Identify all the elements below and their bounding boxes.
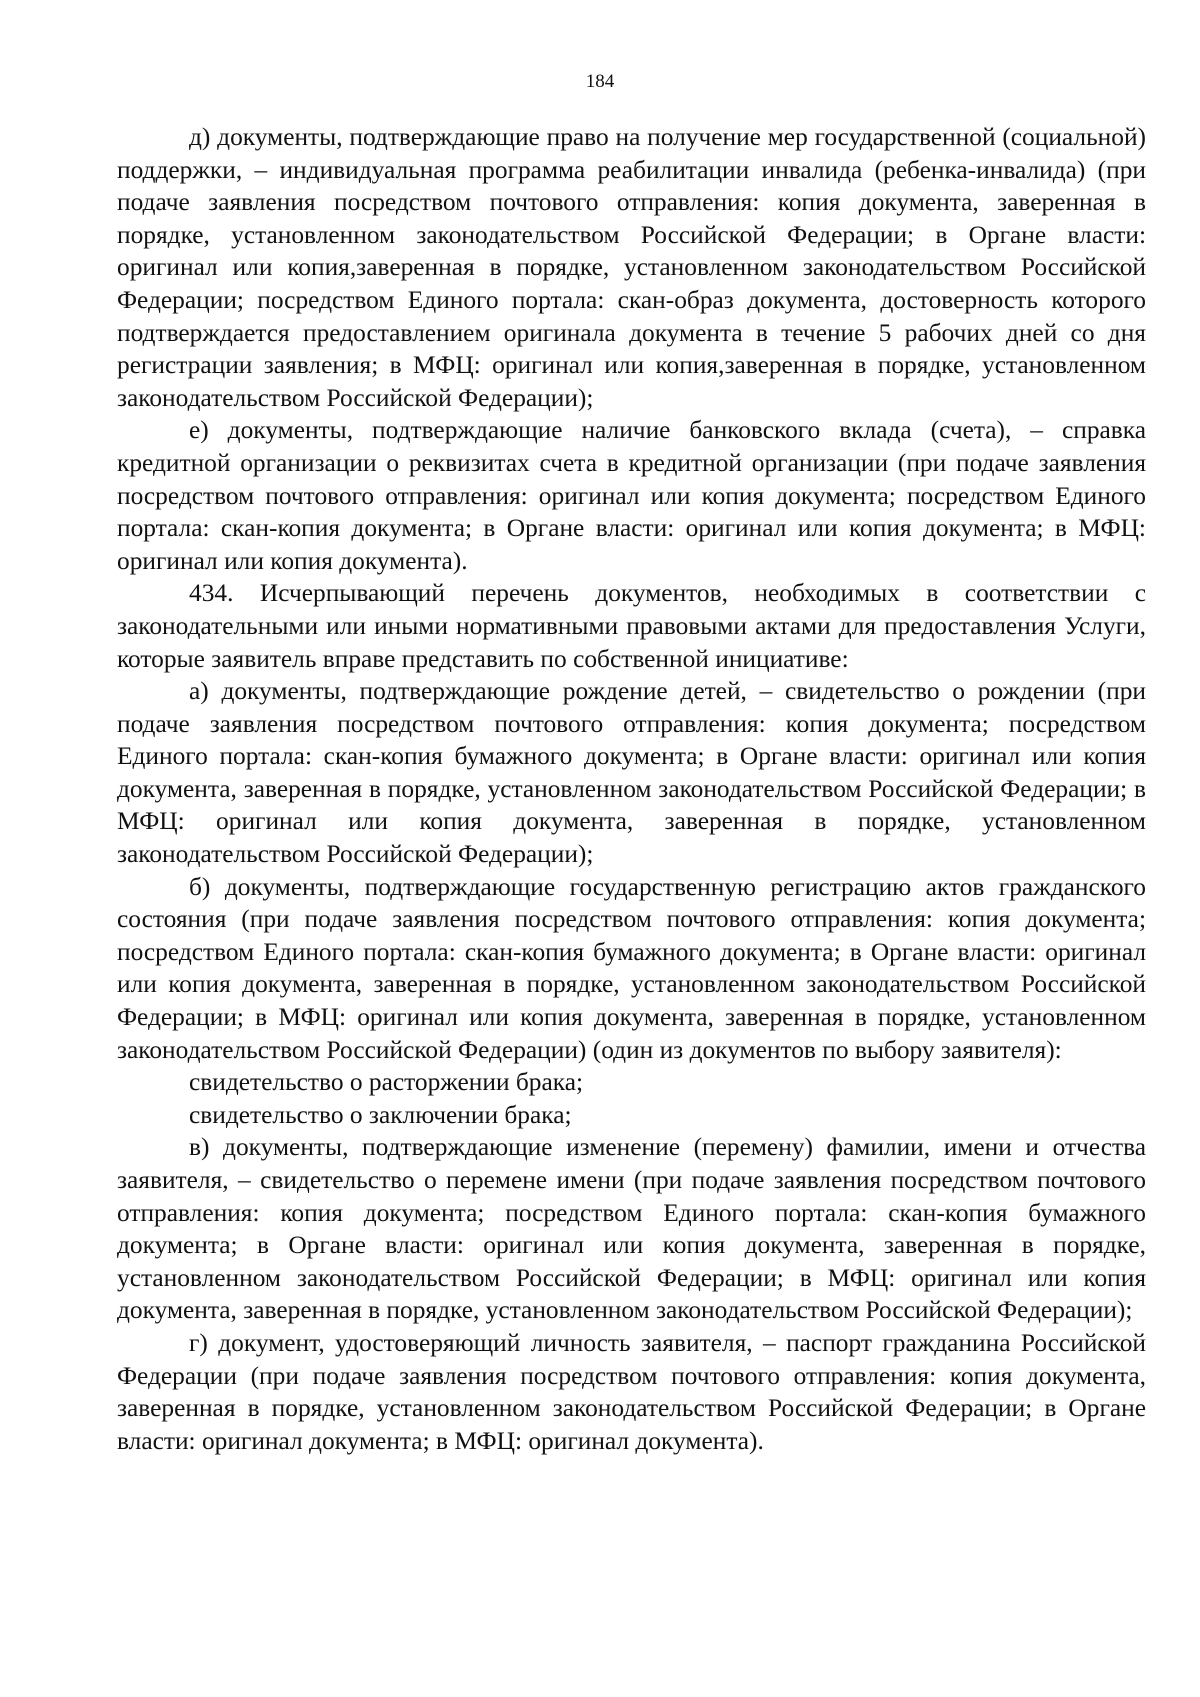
list-item-marriage-certificate: свидетельство о заключении брака; xyxy=(189,1100,572,1129)
document-body xyxy=(117,121,1146,1457)
paragraph-e-bank-account-documents: е) документы, подтверждающие наличие банковского вклада (счета), – справка кредитной организации о реквизитах счета в кредитной организации (при подаче заявления посредством почтового отправления: оригинал или копия документа; посредством Единого портала: скан-копия документа; в Органе власти: оригинал или копия документа; в МФЦ: оригинал или копия документа). xyxy=(117,416,1146,575)
list-item-divorce-certificate: свидетельство о расторжении брака; xyxy=(189,1068,584,1097)
paragraph-b-civil-status-documents: б) документы, подтверждающие государственную регистрацию актов гражданского состояния (при подаче заявления посредством почтового отправления: копия документа; посредством Единого портала: скан-копия бумажного документа; в Органе власти: оригинал или копия документа, заверенная в порядке, установленном законодательством Российской Федерации; в МФЦ: оригинал или копия документа, заверенная в порядке, установленном законодательством Российской Федерации) (один из документов по выбору заявителя): xyxy=(117,872,1146,1064)
paragraph-v-name-change-documents: в) документы, подтверждающие изменение (перемену) фамилии, имени и отчества заявителя, – свидетельство о перемене имени (при подаче заявления посредством почтового отправления: копия документа; посредством Единого портала: скан-копия бумажного документа; в Органе власти: оригинал или копия документа, заверенная в порядке, установленном законодательством Российской Федерации; в МФЦ: оригинал или копия документа, заверенная в порядке, установленном законодательством Российской Федерации); xyxy=(117,1133,1146,1325)
paragraph-a-birth-documents: а) документы, подтверждающие рождение детей, – свидетельство о рождении (при подаче заявления посредством почтового отправления: копия документа; посредством Единого портала: скан-копия бумажного документа; в Органе власти: оригинал или копия документа, заверенная в порядке, установленном законодательством Российской Федерации; в МФЦ: оригинал или копия документа, заверенная в порядке, установленном законодательством Российской Федерации); xyxy=(117,677,1146,869)
paragraph-g-identity-document: г) документ, удостоверяющий личность заявителя, – паспорт гражданина Российской Федерации (при подаче заявления посредством почтового отправления: копия документа, заверенная в порядке, установленном законодательством Российской Федерации; в Органе власти: оригинал документа; в МФЦ: оригинал документа). xyxy=(117,1328,1146,1455)
paragraph-434-documents-list-intro: 434. Исчерпывающий перечень документов, необходимых в соответствии с законодательными или иными нормативными правовыми актами для предоставления Услуги, которые заявитель вправе представить по собственной инициативе: xyxy=(117,579,1146,673)
page-number: 184 xyxy=(585,71,615,92)
paragraph-d-supporting-documents: д) документы, подтверждающие право на получение мер государственной (социальной) поддержки, – индивидуальная программа реабилитации инвалида (ребенка-инвалида) (при подаче заявления посредством почтового отправления: копия документа, заверенная в порядке, установленном законодательством Российской Федерации; в Органе власти: оригинал или копия,заверенная в порядке, установленном законодательством Российской Федерации; посредством Единого портала: скан-образ документа, достоверность которого подтверждается предоставлением оригинала документа в течение 5 рабочих дней со дня регистрации заявления; в МФЦ: оригинал или копия,заверенная в порядке, установленном законодательством Российской Федерации); xyxy=(117,123,1146,412)
